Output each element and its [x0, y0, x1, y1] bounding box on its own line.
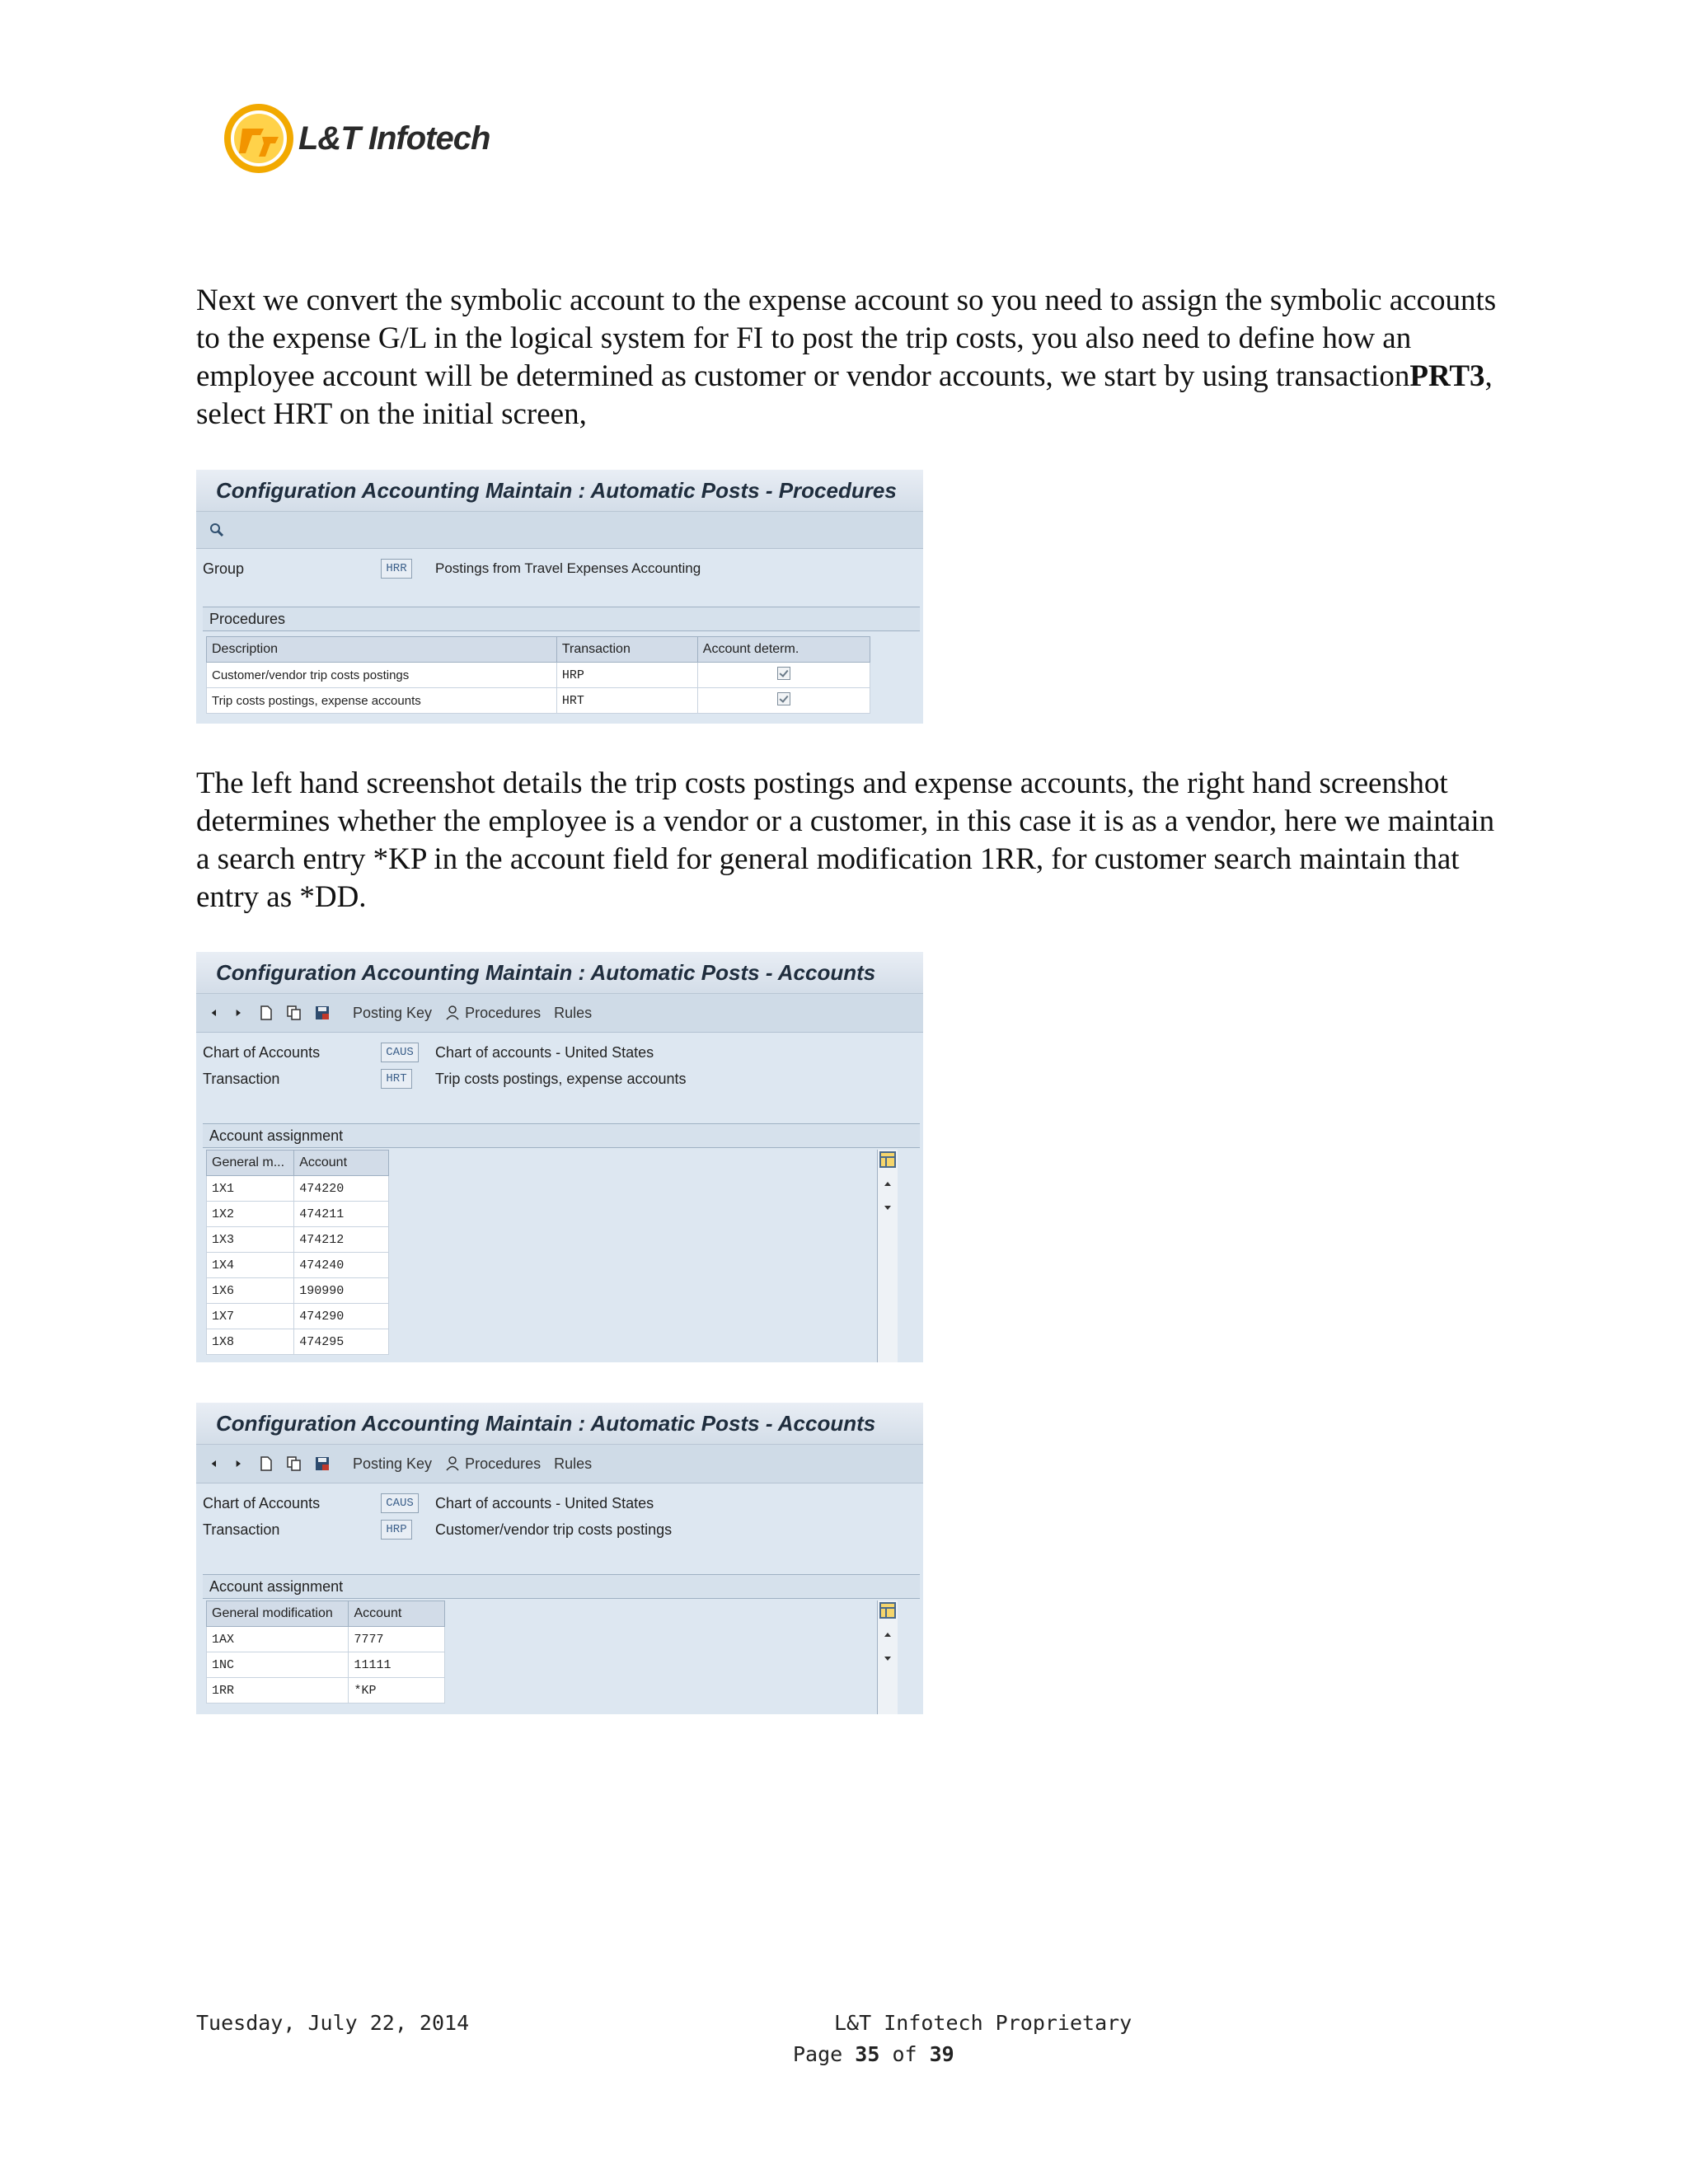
procedures-screen: [196, 470, 923, 724]
col-general-modification: General modification: [207, 1601, 349, 1627]
table-settings-icon[interactable]: [878, 1150, 898, 1169]
rules-button[interactable]: Rules: [554, 1455, 593, 1472]
copy-button[interactable]: [287, 1005, 307, 1020]
account-determ-checkbox[interactable]: [697, 663, 870, 688]
company-logo: [224, 99, 490, 178]
copy-button[interactable]: [287, 1456, 307, 1471]
page-of: of: [892, 2042, 917, 2066]
triangle-left-icon: [209, 1456, 219, 1471]
general-modification-cell: 1X6: [207, 1278, 294, 1304]
procedure-transaction: HRT: [556, 688, 697, 714]
vertical-scrollbar[interactable]: [877, 1150, 898, 1362]
copy-icon: [287, 1456, 302, 1471]
account-cell[interactable]: *KP: [349, 1678, 445, 1704]
col-description: Description: [207, 637, 557, 663]
checkmark-icon: [777, 692, 790, 705]
table-row[interactable]: [207, 1176, 389, 1202]
new-entry-button[interactable]: [259, 1456, 279, 1471]
logo-emblem-icon: [224, 104, 293, 173]
procedures-button-label: Procedures: [465, 1004, 542, 1021]
account-cell[interactable]: 190990: [294, 1278, 389, 1304]
footer-date: Tuesday, July 22, 2014: [196, 2011, 470, 2035]
table-row[interactable]: [207, 1227, 389, 1253]
account-assignment-table: [206, 1601, 445, 1704]
procedures-button[interactable]: [445, 1455, 541, 1473]
transaction-field[interactable]: HRT: [381, 1069, 412, 1089]
general-modification-cell: 1X1: [207, 1176, 294, 1202]
chart-of-accounts-label: Chart of Accounts: [203, 1044, 321, 1061]
account-cell[interactable]: 474211: [294, 1202, 389, 1227]
col-account: Account: [349, 1601, 445, 1627]
account-cell[interactable]: 474212: [294, 1227, 389, 1253]
col-account-determ: Account determ.: [697, 637, 870, 663]
footer-proprietary: L&T Infotech Proprietary: [834, 2011, 1132, 2035]
transaction-field[interactable]: HRP: [381, 1520, 412, 1540]
copy-icon: [287, 1005, 302, 1020]
procedures-button-label: Procedures: [465, 1455, 542, 1472]
save-icon: [315, 1005, 330, 1020]
procedures-table: [206, 636, 870, 714]
chart-of-accounts-description: Chart of accounts - United States: [435, 1495, 654, 1511]
posting-key-button[interactable]: Posting Key: [353, 1455, 433, 1472]
table-row[interactable]: [207, 1652, 445, 1678]
procedure-description[interactable]: Customer/vendor trip costs postings: [207, 663, 557, 688]
table-row[interactable]: [207, 1627, 445, 1652]
next-button[interactable]: [234, 1456, 249, 1471]
person-icon: [445, 1456, 460, 1471]
procedures-button[interactable]: [445, 1005, 541, 1022]
general-modification-cell: 1X7: [207, 1304, 294, 1329]
intro-paragraph: [196, 282, 1515, 434]
table-row[interactable]: [207, 1278, 389, 1304]
general-modification-cell: 1X3: [207, 1227, 294, 1253]
account-assignment-section-title: Account assignment: [203, 1574, 920, 1599]
table-row[interactable]: [207, 1253, 389, 1278]
transaction-description: Trip costs postings, expense accounts: [435, 1071, 687, 1087]
scroll-up-icon[interactable]: [878, 1174, 898, 1193]
accounts-screen-hrp: [196, 1403, 923, 1714]
save-button[interactable]: [315, 1456, 335, 1471]
general-modification-cell: 1AX: [207, 1627, 349, 1652]
checkmark-icon: [777, 667, 790, 680]
save-button[interactable]: [315, 1005, 335, 1020]
account-cell[interactable]: 474240: [294, 1253, 389, 1278]
col-account: Account: [294, 1151, 389, 1176]
group-field[interactable]: HRR: [381, 559, 412, 579]
account-cell[interactable]: 7777: [349, 1627, 445, 1652]
chart-of-accounts-label: Chart of Accounts: [203, 1495, 321, 1511]
new-entry-button[interactable]: [259, 1005, 279, 1020]
screen-title: Configuration Accounting Maintain : Automatic Posts - Accounts: [196, 952, 923, 994]
general-modification-cell: 1X2: [207, 1202, 294, 1227]
group-label: Group: [203, 560, 245, 577]
person-icon: [445, 1005, 460, 1020]
logo-text: L&T Infotech: [298, 120, 490, 157]
toolbar: [196, 1445, 923, 1483]
account-cell[interactable]: 11111: [349, 1652, 445, 1678]
table-row[interactable]: [207, 1202, 389, 1227]
previous-button[interactable]: [209, 1005, 224, 1020]
table-row[interactable]: [207, 688, 870, 714]
document-icon: [259, 1005, 274, 1020]
chart-of-accounts-field[interactable]: CAUS: [381, 1493, 419, 1513]
account-assignment-section-title: Account assignment: [203, 1123, 920, 1148]
col-transaction: Transaction: [556, 637, 697, 663]
rules-button[interactable]: Rules: [554, 1004, 593, 1021]
footer-page-number: [793, 2042, 954, 2066]
document-icon: [259, 1456, 274, 1471]
toolbar: [196, 512, 923, 549]
account-cell[interactable]: 474290: [294, 1304, 389, 1329]
general-modification-cell: 1RR: [207, 1678, 349, 1704]
toolbar: [196, 994, 923, 1033]
account-cell[interactable]: 474220: [294, 1176, 389, 1202]
screen-title: Configuration Accounting Maintain : Automatic Posts - Accounts: [196, 1403, 923, 1445]
page-total: 39: [929, 2042, 954, 2066]
chart-of-accounts-description: Chart of accounts - United States: [435, 1044, 654, 1061]
triangle-right-icon: [234, 1005, 244, 1020]
account-cell[interactable]: 474295: [294, 1329, 389, 1355]
transaction-description: Customer/vendor trip costs postings: [435, 1521, 673, 1538]
table-row[interactable]: [207, 1678, 445, 1704]
posting-key-button[interactable]: Posting Key: [353, 1004, 433, 1021]
page-current: 35: [855, 2042, 880, 2066]
table-row[interactable]: [207, 1329, 389, 1355]
vertical-scrollbar[interactable]: [877, 1601, 898, 1714]
intro-text: Next we convert the symbolic account to the expense account so you need to assign the symbolic accounts to the expense G/L in the logical system for FI to post the trip costs, you also need to define how an employee account will be determined as customer or vendor accounts, we start by using transaction: [196, 284, 1497, 393]
account-assignment-table: [206, 1150, 389, 1355]
scroll-down-icon[interactable]: [878, 1197, 898, 1217]
next-button[interactable]: [234, 1005, 249, 1020]
scroll-down-icon[interactable]: [878, 1648, 898, 1668]
display-change-button[interactable]: [209, 523, 229, 537]
col-general-modification: General m...: [207, 1151, 294, 1176]
intro-text-end: , select HRT on the initial screen,: [196, 359, 1493, 431]
save-icon: [315, 1456, 330, 1471]
transaction-code: PRT3: [1409, 359, 1485, 393]
transaction-label: Transaction: [203, 1521, 280, 1538]
accounts-screen-hrt: [196, 952, 923, 1362]
procedure-transaction: HRP: [556, 663, 697, 688]
triangle-left-icon: [209, 1005, 219, 1020]
previous-button[interactable]: [209, 1456, 224, 1471]
table-row[interactable]: [207, 663, 870, 688]
group-description: Postings from Travel Expenses Accounting: [435, 560, 701, 576]
general-modification-cell: 1X4: [207, 1253, 294, 1278]
general-modification-cell: 1X8: [207, 1329, 294, 1355]
procedure-description[interactable]: Trip costs postings, expense accounts: [207, 688, 557, 714]
transaction-label: Transaction: [203, 1071, 280, 1087]
magnifier-icon: [209, 523, 224, 537]
general-modification-cell: 1NC: [207, 1652, 349, 1678]
table-row[interactable]: [207, 1304, 389, 1329]
procedures-section-title: Procedures: [203, 607, 920, 631]
page-prefix: Page: [793, 2042, 843, 2066]
chart-of-accounts-field[interactable]: CAUS: [381, 1043, 419, 1062]
scroll-up-icon[interactable]: [878, 1624, 898, 1644]
explanation-paragraph: The left hand screenshot details the trip costs postings and expense accounts, the right hand screenshot determines whether the employee is a vendor or a customer, in this case it is as a vendor, here we maintain a search entry *KP in the account field for general modification 1RR, for customer search maintain that entry as *DD.: [196, 766, 1495, 914]
account-determ-checkbox[interactable]: [697, 688, 870, 714]
triangle-right-icon: [234, 1456, 244, 1471]
screen-title: Configuration Accounting Maintain : Automatic Posts - Procedures: [196, 470, 923, 512]
table-settings-icon[interactable]: [878, 1601, 898, 1620]
